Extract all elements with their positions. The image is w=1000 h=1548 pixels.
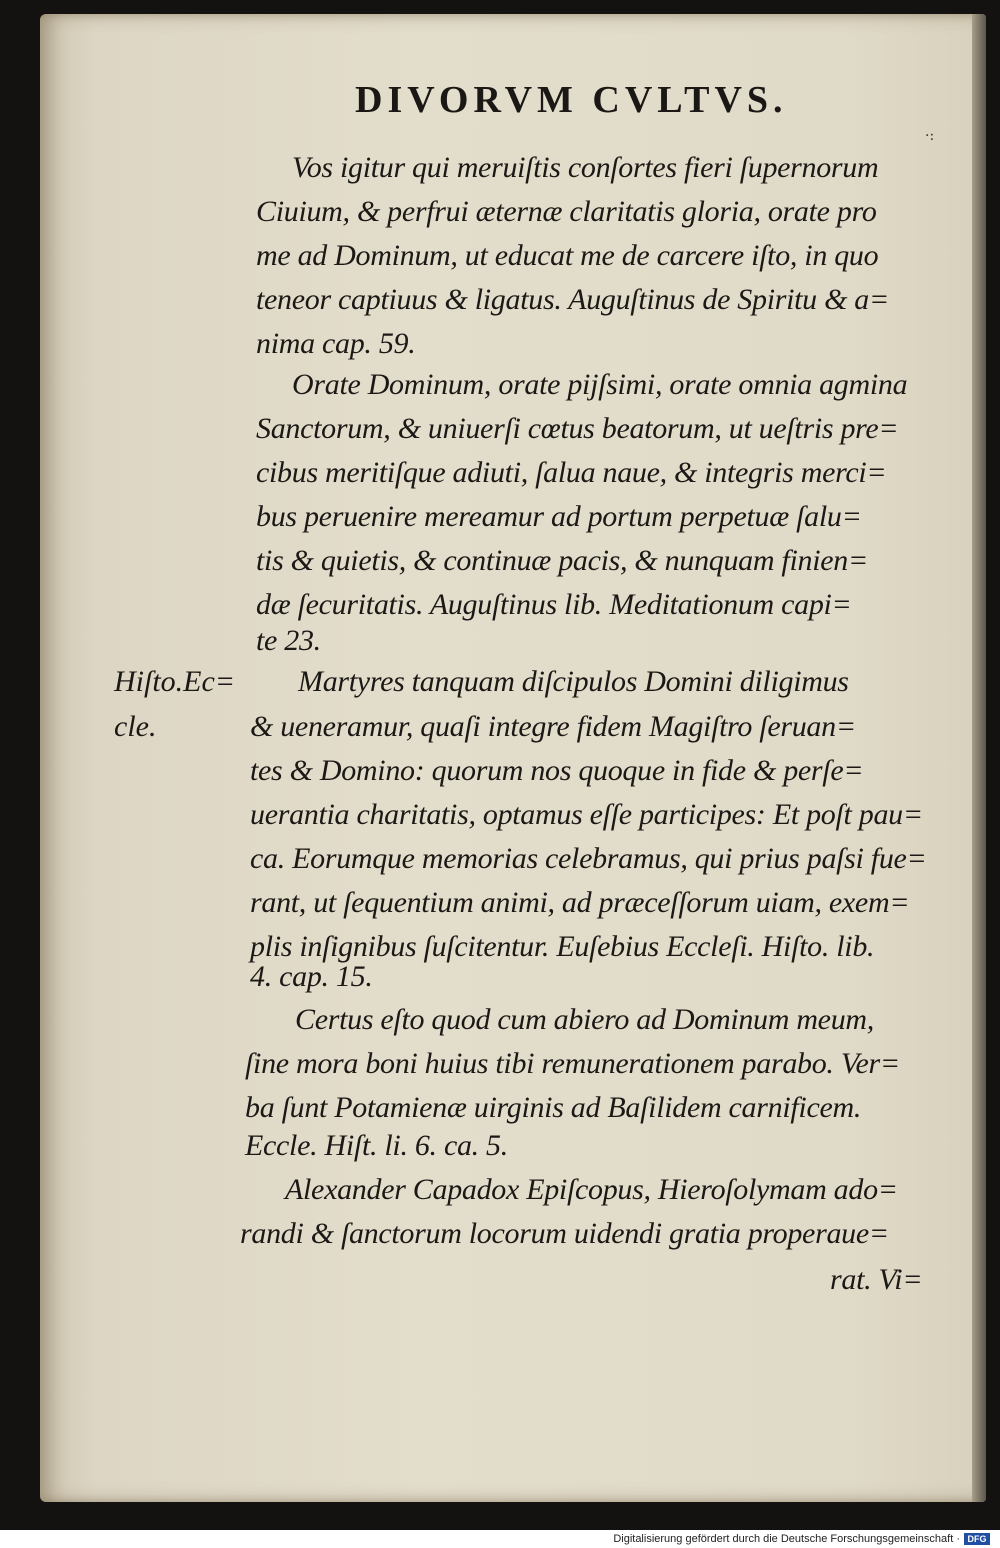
text-line: Sanctorum, & uniuerſi cœtus beatorum, ut ueſtris pre= bbox=[256, 412, 899, 445]
dfg-logo: DFG bbox=[964, 1533, 990, 1545]
page-edge bbox=[972, 14, 986, 1502]
text-line: me ad Dominum, ut educat me de carcere iſto, in quo bbox=[256, 239, 879, 272]
text-line: ca. Eorumque memorias celebramus, qui prius paſsi fue= bbox=[250, 842, 927, 875]
text-line: te 23. bbox=[256, 624, 321, 657]
text-line: Orate Dominum, orate pijſsimi, orate omnia agmina bbox=[292, 368, 908, 401]
text-line: bus peruenire mereamur ad portum perpetuæ ſalu= bbox=[256, 500, 862, 533]
text-line: plis inſignibus ſuſcitentur. Euſebius Eccleſi. Hiſto. lib. bbox=[250, 930, 875, 963]
text-line: 4. cap. 15. bbox=[250, 960, 373, 993]
text-line: randi & ſanctorum locorum uidendi gratia properaue= bbox=[240, 1217, 889, 1250]
text-line: ba ſunt Potamienæ uirginis ad Baſilidem carnificem. bbox=[245, 1091, 862, 1124]
text-line: dæ ſecuritatis. Auguſtinus lib. Meditationum capi= bbox=[256, 588, 852, 621]
text-line: rant, ut ſequentium animi, ad præceſſorum uiam, exem= bbox=[250, 886, 910, 919]
margin-note-line-2: cle. bbox=[114, 710, 157, 743]
text-line: Alexander Capadox Epiſcopus, Hieroſolymam ado= bbox=[285, 1173, 898, 1206]
text-line: Martyres tanquam diſcipulos Domini diligimus bbox=[298, 665, 849, 698]
text-line: tes & Domino: quorum nos quoque in fide & perſe= bbox=[250, 754, 864, 787]
running-head: DIVORVM CVLTVS. bbox=[355, 79, 788, 121]
text-line: Ciuium, & perfrui æternæ claritatis gloria, orate pro bbox=[256, 195, 877, 228]
footer-credit: Digitalisierung gefördert durch die Deutsche Forschungsgemeinschaft · bbox=[613, 1533, 960, 1545]
text-line: tis & quietis, & continuæ pacis, & nunquam finien= bbox=[256, 544, 868, 577]
corner-marks: ·: bbox=[925, 128, 935, 144]
text-line: ſine mora boni huius tibi remunerationem parabo. Ver= bbox=[245, 1047, 900, 1080]
catchword: rat. Vi= bbox=[830, 1263, 923, 1296]
text-line: Eccle. Hiſt. li. 6. ca. 5. bbox=[245, 1129, 508, 1162]
text-line: & ueneramur, quaſi integre fidem Magiſtro ſeruan= bbox=[250, 710, 856, 743]
text-line: Vos igitur qui meruiſtis conſortes fieri ſupernorum bbox=[292, 151, 879, 184]
text-line: nima cap. 59. bbox=[256, 327, 416, 360]
text-line: uerantia charitatis, optamus eſſe participes: Et poſt pau= bbox=[250, 798, 923, 831]
text-line: teneor captiuus & ligatus. Auguſtinus de Spiritu & a= bbox=[256, 283, 889, 316]
margin-note-line-1: Hiſto.Ec= bbox=[114, 665, 236, 698]
text-line: Certus eſto quod cum abiero ad Dominum meum, bbox=[295, 1003, 874, 1036]
text-line: cibus meritiſque adiuti, ſalua naue, & integris merci= bbox=[256, 456, 887, 489]
